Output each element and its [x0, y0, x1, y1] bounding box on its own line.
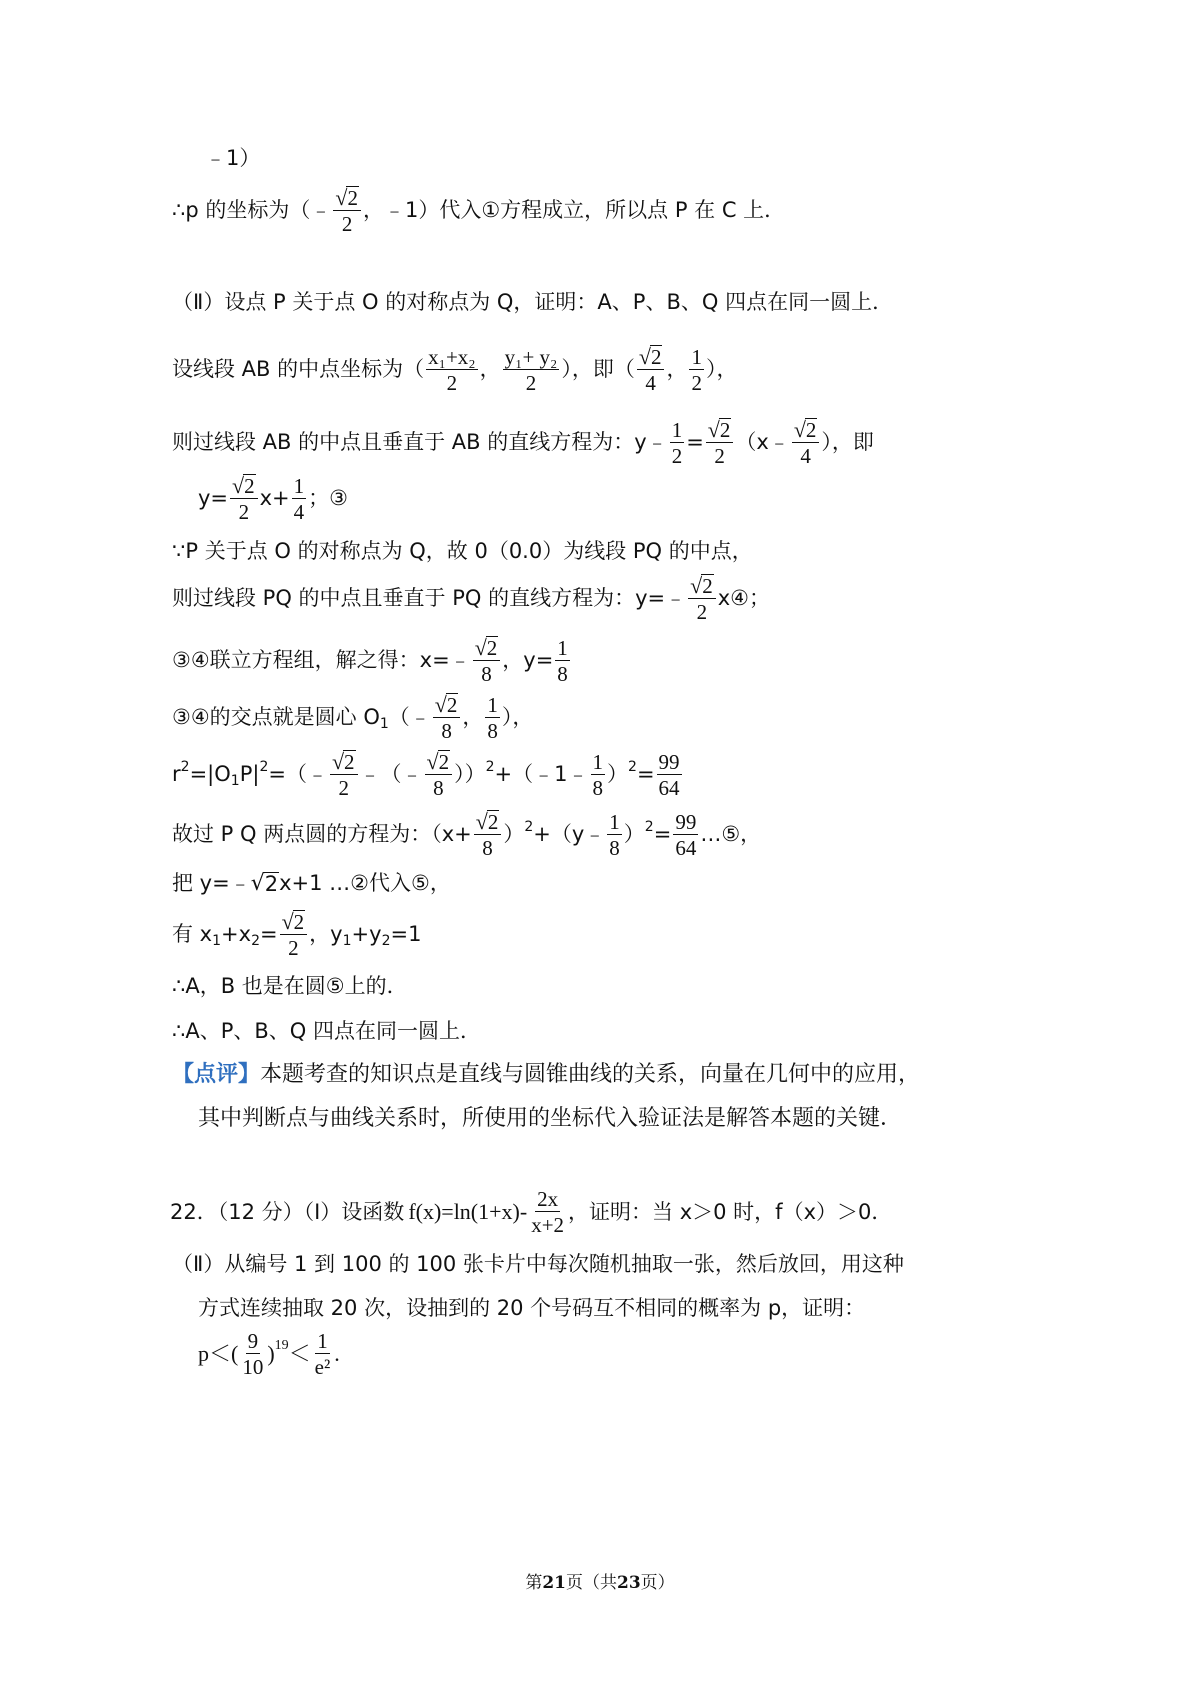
text-line: ∵P 关于点 O 的对称点为 Q，故 0（0.0）为线段 PQ 的中点， [172, 539, 753, 563]
text: 设线段 AB 的中点坐标为（ [172, 357, 425, 382]
fraction: $\frac{\text{y₁+ y₂}}{2}$ [504, 344, 558, 395]
problem-line: p＜( $\frac{9}{10}$ ) 19 ＜ $\frac{1}{\text{e²}}$ . [198, 1329, 340, 1380]
fraction: √ 2 8 [474, 810, 502, 859]
fraction: $\frac{1}{8}$ [592, 749, 604, 800]
fraction: √ 2 2 [706, 418, 734, 467]
problem-line: （Ⅱ）从编号 1 到 100 的 100 张卡片中每次随机抽取一张，然后放回，用这种 [172, 1252, 904, 1276]
fraction: √ 2 4 [792, 418, 820, 467]
problem-line: 方式连续抽取 20 次，设抽到的 20 个号码互不相同的概率为 p，证明： [198, 1296, 866, 1320]
text-line: ③④联立方程组，解之得：x=﹣ √ 2 8 ，y= $\frac{1}{8}$ [172, 635, 568, 687]
comment-line: 其中判断点与曲线关系时，所使用的坐标代入验证法是解答本题的关键． [198, 1106, 903, 1131]
text: ∴p 的坐标为（﹣ [172, 198, 332, 223]
fraction: $\frac{99}{64}$ [675, 809, 697, 860]
fraction: √ 2 2 [330, 750, 358, 799]
text: ﹣1） [205, 146, 261, 170]
sqrt: √ 2 [250, 871, 279, 897]
fraction: $\frac{99}{64}$ [658, 749, 680, 800]
text-line: y= √ 2 2 x+ $\frac{1}{4}$ ；③ [198, 473, 348, 525]
text-line: ③④的交点就是圆心 O 1 （﹣ √ 2 8 ， $\frac{1}{8}$ ）， [172, 692, 534, 744]
fraction: $\frac{2x}{x+2}$ [531, 1187, 565, 1238]
fraction: √ 2 2 [230, 474, 258, 523]
fraction: $\frac{9}{10}$ [242, 1329, 264, 1380]
text-line: 设线段 AB 的中点坐标为（ $\frac{\text{x₁+x₂}}{2}$ ， $\frac{\text{y₁+ y₂}}{2}$ ），即（ √ 2 4 ， $\frac{1}{2}$ ）， [172, 344, 738, 396]
fraction: √ 2 2 [688, 574, 716, 623]
fraction: $\frac{1}{4}$ [293, 473, 305, 524]
text-line: 则过线段 PQ 的中点且垂直于 PQ 的直线方程为：y=﹣ √ 2 2 x④； [172, 573, 770, 625]
comment-line: 【点评】 本题考查的知识点是直线与圆锥曲线的关系，向量在几何中的应用， [172, 1062, 921, 1087]
text-line [205, 148, 260, 169]
page-number: 21 [542, 1573, 566, 1593]
fraction: √ 2 2 [333, 186, 361, 235]
text-line: 把 y=﹣ √ 2 x+1 …②代入⑤， [172, 871, 451, 897]
fraction: $\frac{1}{8}$ [557, 635, 568, 686]
text-line [172, 186, 785, 235]
text: ，﹣1）代入①方程成立，所以点 P 在 C 上． [362, 198, 786, 223]
problem-line: 22．（12 分）（Ⅰ）设函数 f(x)=ln(1+x)- $\frac{2x}{x+2}$ ，证明：当 x＞0 时，f（x）＞0． [170, 1187, 893, 1238]
comment-tag: 【点评】 [172, 1062, 261, 1087]
total-pages: 23 [617, 1573, 641, 1593]
text-line: 则过线段 AB 的中点且垂直于 AB 的直线方程为：y﹣ $\frac{1}{2}$ = √ 2 2 （x﹣ √ 2 4 ），即 [172, 417, 874, 469]
text-line: r 2 =|O 1 P| 2 =（﹣ √ 2 2 ﹣（﹣ √ 2 8 ）） 2 +（﹣1﹣ $\frac{1}{8}$ ） 2 = $\frac{99}{64}$ [172, 749, 680, 801]
page-footer: 第21页（共23页） [525, 1573, 675, 1593]
fraction: √ 2 2 [280, 910, 308, 959]
fraction: $\frac{1}{\text{e²}}$ [314, 1329, 331, 1380]
fraction: $\frac{1}{2}$ [691, 344, 702, 395]
text-line: ∴A、P、B、Q 四点在同一圆上． [172, 1019, 482, 1043]
fraction: $\frac{1}{8}$ [609, 809, 620, 860]
sqrt: √ 2 [335, 185, 358, 211]
fraction: √ 2 8 [433, 693, 461, 742]
text: （Ⅱ）设点 P 关于点 O 的对称点为 Q，证明：A、P、B、Q 四点在同一圆上． [172, 290, 894, 314]
fraction: √ 2 4 [637, 345, 665, 394]
fraction: $\frac{\text{x₁+x₂}}{2}$ [428, 344, 476, 395]
text-line: 有 x 1 +x 2 = √ 2 2 ，y 1 +y 2 =1 [172, 909, 422, 961]
fraction: $\frac{1}{2}$ [671, 417, 683, 468]
fraction: √ 2 8 [473, 636, 501, 685]
text-line: 故过 P Q 两点圆的方程为：（x+ √ 2 8 ） 2 +（y﹣ $\frac{1}{8}$ ） 2 = $\frac{99}{64}$ …⑤， [172, 809, 762, 861]
fraction: $\frac{1}{8}$ [487, 692, 498, 743]
text-line: ∴A，B 也是在圆⑤上的． [172, 974, 408, 998]
text-line [172, 292, 893, 313]
fraction: √ 2 8 [425, 750, 453, 799]
